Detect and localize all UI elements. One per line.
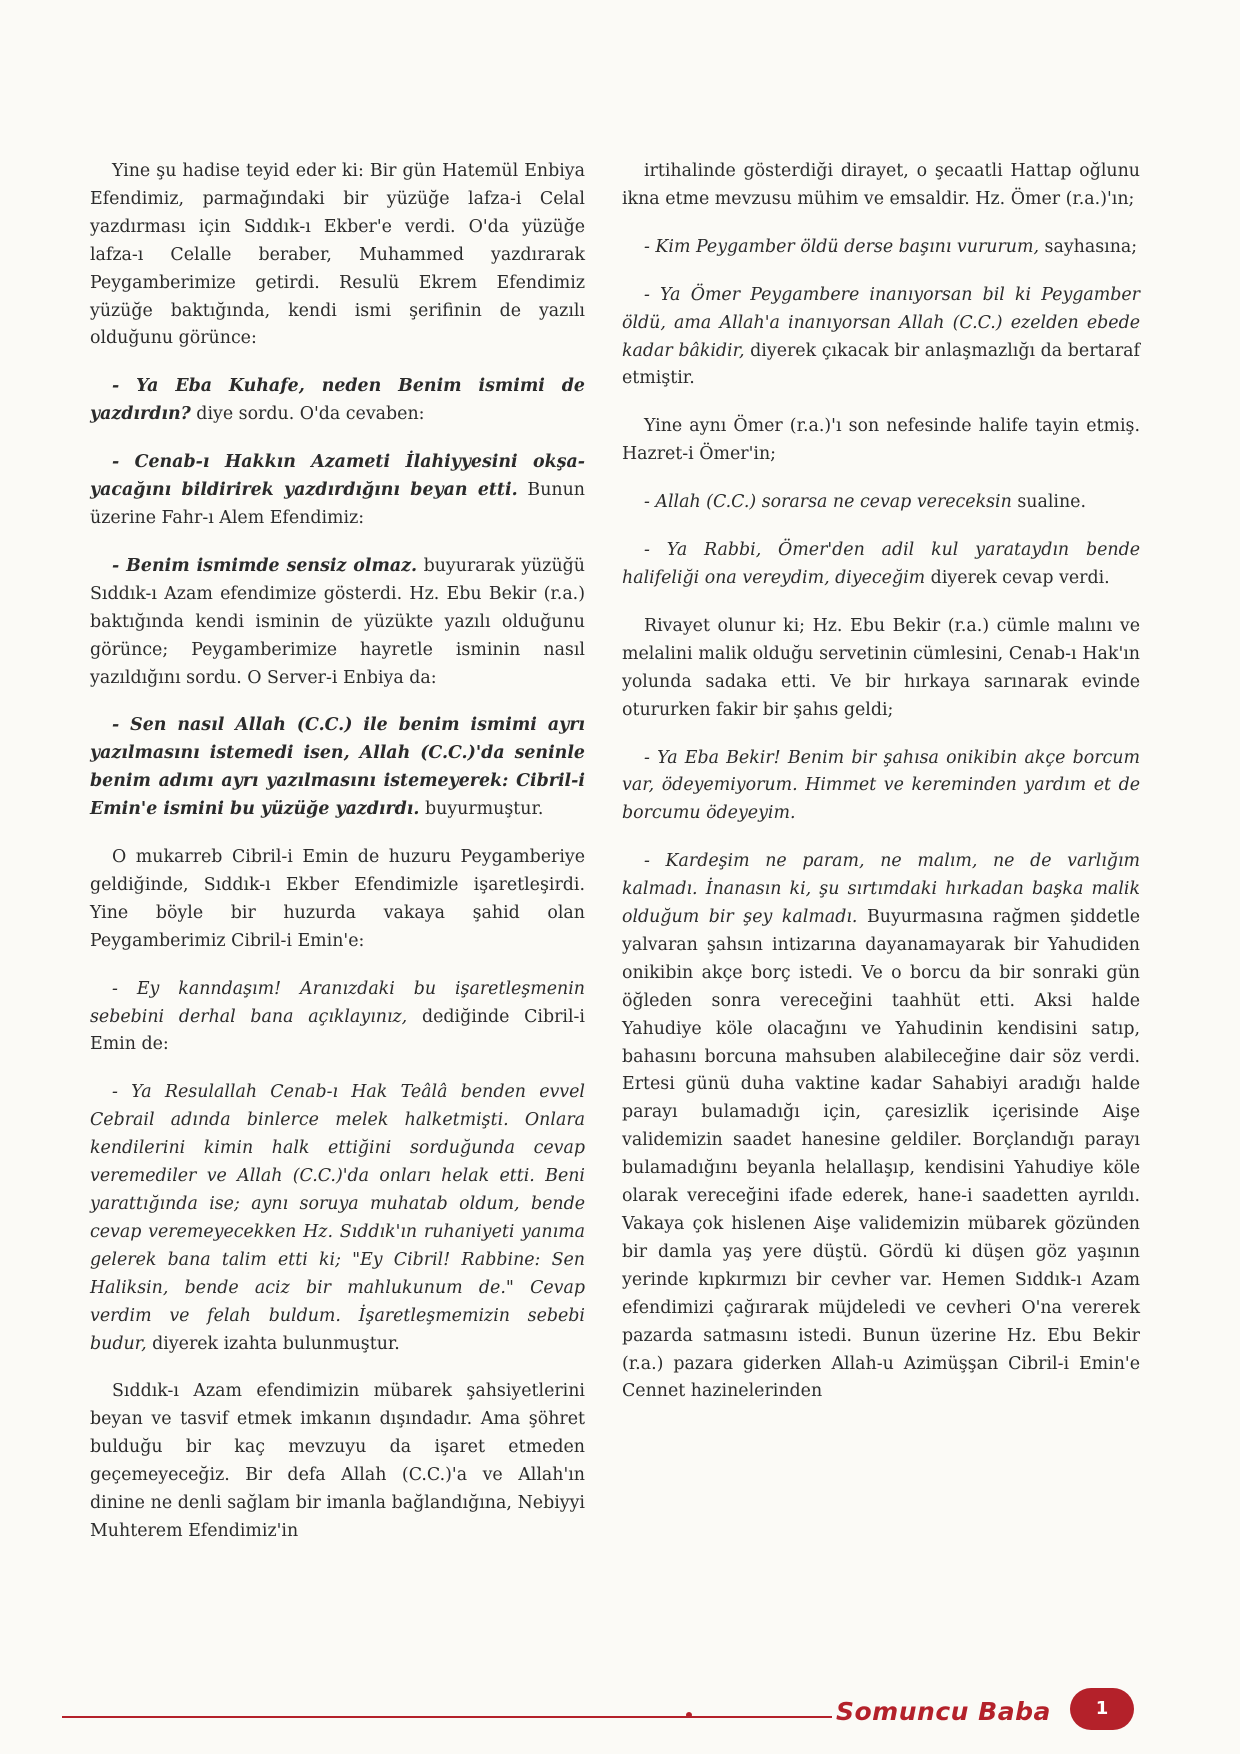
paragraph: Yine şu hadise teyid eder ki: Bir gün Hatemül Enbiya Efendimiz, parmağındaki bir yüzüğe lafza-i Celal yazdırması için Sıddık-ı Ekber'e verdi. O'da yüzüğe lafza-ı Celalle beraber, Muhammed yazdırarak Peygamberimize getirdi. Resulü Ekrem Efendimiz yüzüğe baktığında, kendi ismi şerifinin de yazılı olduğunu görünce: <box>90 161 585 349</box>
italic-quote: - Kardeşim ne param, ne malım, ne de varlığım kalmadı. İnanasın ki, şu sırtımdaki hırkadan başka malik olduğum bir şey kalmadı. <box>622 851 1140 928</box>
right-column <box>622 158 1140 1426</box>
left-column <box>90 158 585 1566</box>
paragraph-text: diyerek cevap verdi. <box>925 567 1110 588</box>
paragraph: Yine aynı Ömer (r.a.)'ı son nefesinde halife tayin etmiş. Hazret-i Ömer'in; <box>622 416 1140 465</box>
footer-rule-dot <box>686 1712 692 1718</box>
emphasized-quote: - Sen nasıl Allah (C.C.) ile benim ismimi ayrı yazılmasını istemedi isen, Allah (C.C.)'da seninle benim adımı ayrı yazılmasını istemeyerek: Cibril-i Emin'e ismini bu yüzüğe yazdırdı. <box>90 715 585 820</box>
magazine-logo: Somuncu Baba <box>836 1697 1051 1726</box>
paragraph <box>90 976 585 1060</box>
paragraph-text: diyerek çıkacak bir anlaşmazlığı da bertaraf etmiştir. <box>622 340 1140 389</box>
emphasized-quote: - Benim ismimde sensiz olmaz. <box>112 555 418 576</box>
paragraph <box>90 373 585 429</box>
paragraph-text: sualine. <box>1011 492 1086 513</box>
paragraph: Rivayet olunur ki; Hz. Ebu Bekir (r.a.) cümle malını ve melalini malik olduğu servetinin cümlesini, Cenab-ı Hak'ın yolunda sadaka etti. Ve bir hırkaya sarınarak evinde otururken fakir bir şahıs geldi; <box>622 615 1140 720</box>
paragraph-text: buyurmuştur. <box>419 799 544 820</box>
emphasized-quote: - Cenab-ı Hakkın Azameti İlahiyyesini okşa-yacağını bildirirek yazdırdığını beyan etti. <box>90 452 585 501</box>
paragraph-text: diyerek izahta bulunmuştur. <box>146 1333 400 1354</box>
italic-quote: - Ya Rabbi, Ömer'den adil kul yarataydın bende halifeliği ona vereydim, diyeceğim <box>622 540 1140 588</box>
paragraph-text: dediğinde Cibril-i Emin de: <box>90 1006 585 1055</box>
italic-quote: - Kim Peygamber öldü derse başını vururum, <box>644 236 1039 257</box>
page-number-badge: 1 <box>1070 1688 1134 1730</box>
paragraph: Sıddık-ı Azam efendimizin mübarek şahsiyetlerini beyan ve tasvif etmek imkanın dışındadır. Ama şöhret bulduğu bir kaç mevzuyu da işaret etmeden geçemeyeceğiz. Bir defa Allah (C.C.)'a ve Allah'ın dinine ne denli sağlam bir imanla bağlandığına, Nebiyyi Muhterem Efendimiz'in <box>90 1381 585 1541</box>
paragraph <box>90 1079 585 1358</box>
emphasized-quote: - Ya Eba Kuhafe, neden Benim ismimi de yazdırdın? <box>90 376 585 425</box>
paragraph <box>622 848 1140 1406</box>
paragraph <box>90 712 585 824</box>
paragraph <box>90 449 585 533</box>
paragraph <box>622 282 1140 394</box>
paragraph <box>90 553 585 693</box>
italic-quote: - Ya Resulallah Cenab-ı Hak Teâlâ benden evvel Cebrail adında binlerce melek halketmişti. Onlara kendilerini kimin halk ettiğini sorduğunda cevap veremediler ve Allah (C.C.)'da onları helak etti. Beni yarattığında ise; aynı soruya muhatab oldum, bende cevap veremeyecekken Hz. Sıddık'ın ruhaniyeti yanıma gelerek bana talim etti ki; "Ey Cibril! Rabbine: Sen Haliksin, bende aciz bir mahlukunum de." Cevap verdim ve felah buldum. İşaretleşmemizin sebebi budur, <box>90 1082 585 1354</box>
paragraph <box>622 234 1140 262</box>
paragraph <box>622 537 1140 593</box>
paragraph-text: Bunun üzerine Fahr-ı Alem Efendimiz: <box>90 480 585 528</box>
footer-rule <box>62 1716 832 1718</box>
italic-quote: - Ya Eba Bekir! Benim bir şahısa onikibin akçe borcum var, ödeyemiyorum. Himmet ve kereminden yardım et de borcumu ödeyeyim. <box>622 747 1140 824</box>
paragraph-text: buyurarak yüzüğü Sıddık-ı Azam efendimize gösterdi. Hz. Ebu Bekir (r.a.) baktığında kendi isminin de yüzükte yazılı olduğunu görünce; Peygamberimize hayretle isminin nasıl yazıldığını sordu. O Server-i Enbiya da: <box>90 555 585 688</box>
paragraph <box>622 745 1140 829</box>
paragraph-text: sayhasına; <box>1039 236 1138 257</box>
paragraph: irtihalinde gösterdiği dirayet, o şecaatli Hattap oğlunu ikna etme mevzusu mühim ve emsaldir. Hz. Ömer (r.a.)'ın; <box>622 161 1140 209</box>
paragraph <box>622 489 1140 517</box>
italic-quote: - Ey kanndaşım! Aranızdaki bu işaretleşmenin sebebini derhal bana açıklayınız, <box>90 978 585 1027</box>
paragraph: O mukarreb Cibril-i Emin de huzuru Peygamberiye geldiğinde, Sıddık-ı Ekber Efendimizle işaretleşirdi. Yine böyle bir huzurda vakaya şahid olan Peygamberimiz Cibril-i Emin'e: <box>90 847 585 951</box>
paragraph-text: diye sordu. O'da cevaben: <box>190 404 425 425</box>
paragraph-text: Buyurmasına rağmen şiddetle yalvaran şahsın intizarına dayanamayarak bir Yahudiden onikibin akçe borç istedi. Ve o borcu da bir sonraki gün öğleden sonra vereceğini taahhüt etti. Aksi halde Yahudiye köle olacağını ve Yahudinin kendisini satıp, bahasını borcuna mahsuben alabileceğine dair söz verdi. Ertesi günü duha vaktine kadar Sahabiyi aradığı halde parayı bulamadığı için, çaresizlik içerisinde Aişe validemizin saadet hanesine geldiler. Borçlandığı parayı bulamadığını beyanla helallaşıp, kendisini Yahudiye köle olarak vereceğini ifade ederek, hane-i saadetten ayrıldı. Vakaya çok hislenen Aişe validemizin mübarek gözünden bir damla yaş yere düştü. Gördü ki düşen göz yaşının yerinde kıpkırmızı bir cevher var. Hemen Sıddık-ı Azam efendimizi çağırarak müjdeledi ve cevheri O'na vererek pazarda satmasını istedi. Bunun üzerine Hz. Ebu Bekir (r.a.) pazara giderken Allah-u Azimüşşan Cibril-i Emin'e Cennet hazinelerinden <box>622 907 1140 1402</box>
italic-quote: - Ya Ömer Peygambere inanıyorsan bil ki Peygamber öldü, ama Allah'a inanıyorsan Allah (C.C.) ezelden ebede kadar bâkidir, <box>622 284 1140 361</box>
italic-quote: - Allah (C.C.) sorarsa ne cevap vereceksin <box>644 492 1012 513</box>
